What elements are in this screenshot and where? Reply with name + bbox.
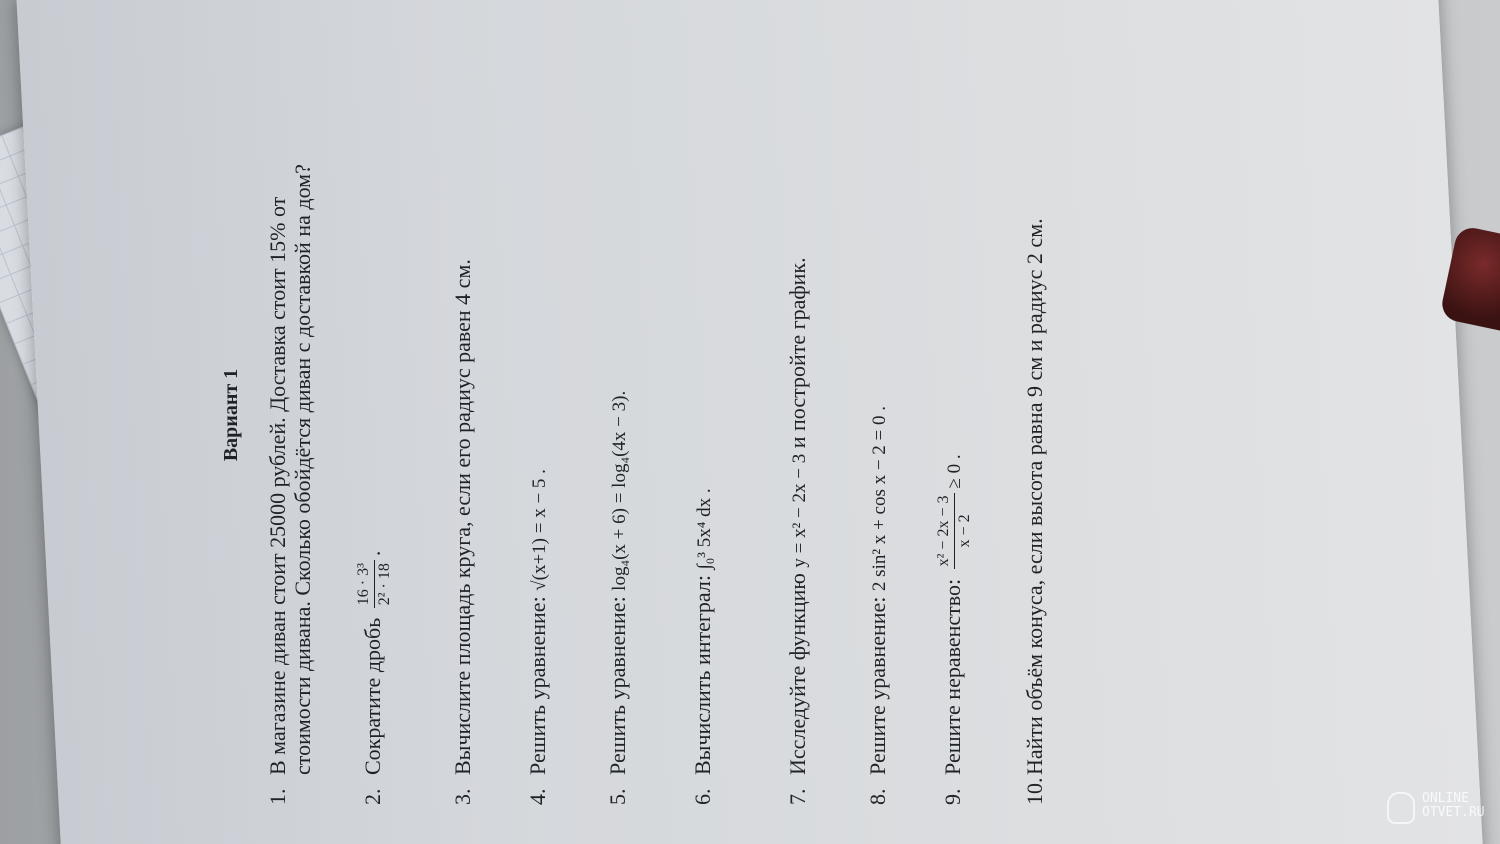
task-text: Решить уравнение: (605, 596, 630, 775)
task-6 (690, 25, 716, 805)
fraction (935, 493, 975, 570)
task-math: 2 sin² x + cos x − 2 = 0 . (869, 405, 890, 592)
task-text-continued: стоимости дивана. Сколько обойдётся диван с доставкой на дом? (290, 164, 316, 775)
task-tail: и постройте график. (785, 257, 810, 449)
worksheet-text (210, 0, 1060, 844)
task-8 (865, 25, 891, 805)
task-7 (785, 25, 811, 805)
task-text: Решить уравнение: (525, 596, 550, 775)
task-number: 4. (525, 788, 550, 805)
task-text: Найти объём конуса, если высота равна 9 см и радиус 2 см. (1022, 218, 1047, 775)
watermark-line-1: ONLINE (1422, 791, 1469, 806)
fraction-denominator: x − 2 (956, 514, 974, 548)
task-math: √(x+1) = x − 5 . (529, 469, 550, 591)
watermark (1392, 792, 1492, 821)
task-number: 9. (939, 788, 965, 805)
variant-title: Вариант 1 (220, 368, 242, 462)
task-number: 1. (265, 788, 290, 805)
task-text: Вычислите площадь круга, если его радиус равен 4 см. (450, 259, 475, 775)
task-10 (1022, 25, 1047, 805)
task-math: ∫₀³ 5x⁴ dx . (694, 488, 715, 570)
task-number: 6. (690, 788, 715, 805)
task-math: y = x² − 2x − 3 (789, 453, 810, 568)
watermark-line-2: OTVET.RU (1422, 805, 1485, 821)
task-number: 3. (450, 788, 475, 805)
task-text: Сократите дробь (359, 617, 385, 775)
task-number: 7. (785, 788, 810, 805)
task-text: В магазине диван стоит 25000 рублей. Доставка стоит 15% от (265, 196, 290, 775)
task-math: log₄(x + 6) = log₄(4x − 3). (609, 390, 630, 591)
task-text: Решите неравенство: (939, 578, 965, 775)
task-number: 5. (605, 788, 630, 805)
task-3 (450, 25, 475, 805)
fraction-numerator: 16 · 3³ (355, 560, 375, 608)
task-9 (935, 25, 975, 805)
task-tail: ≥ 0 . (943, 454, 965, 489)
task-number: 10. (1022, 777, 1047, 805)
task-2 (355, 25, 395, 805)
fraction-denominator: 2² · 18 (376, 563, 394, 606)
task-1 (265, 25, 316, 805)
task-5 (605, 25, 631, 805)
task-text: Решите уравнение: (865, 596, 890, 775)
task-4 (525, 25, 551, 805)
task-text: Вычислить интеграл: (690, 575, 715, 775)
task-number: 2. (359, 788, 385, 805)
task-number: 8. (865, 788, 890, 805)
fraction-numerator: x² − 2x − 3 (935, 493, 955, 570)
task-text: Исследуйте функцию (785, 573, 810, 775)
fraction (355, 560, 395, 608)
task-tail: . (359, 550, 385, 557)
